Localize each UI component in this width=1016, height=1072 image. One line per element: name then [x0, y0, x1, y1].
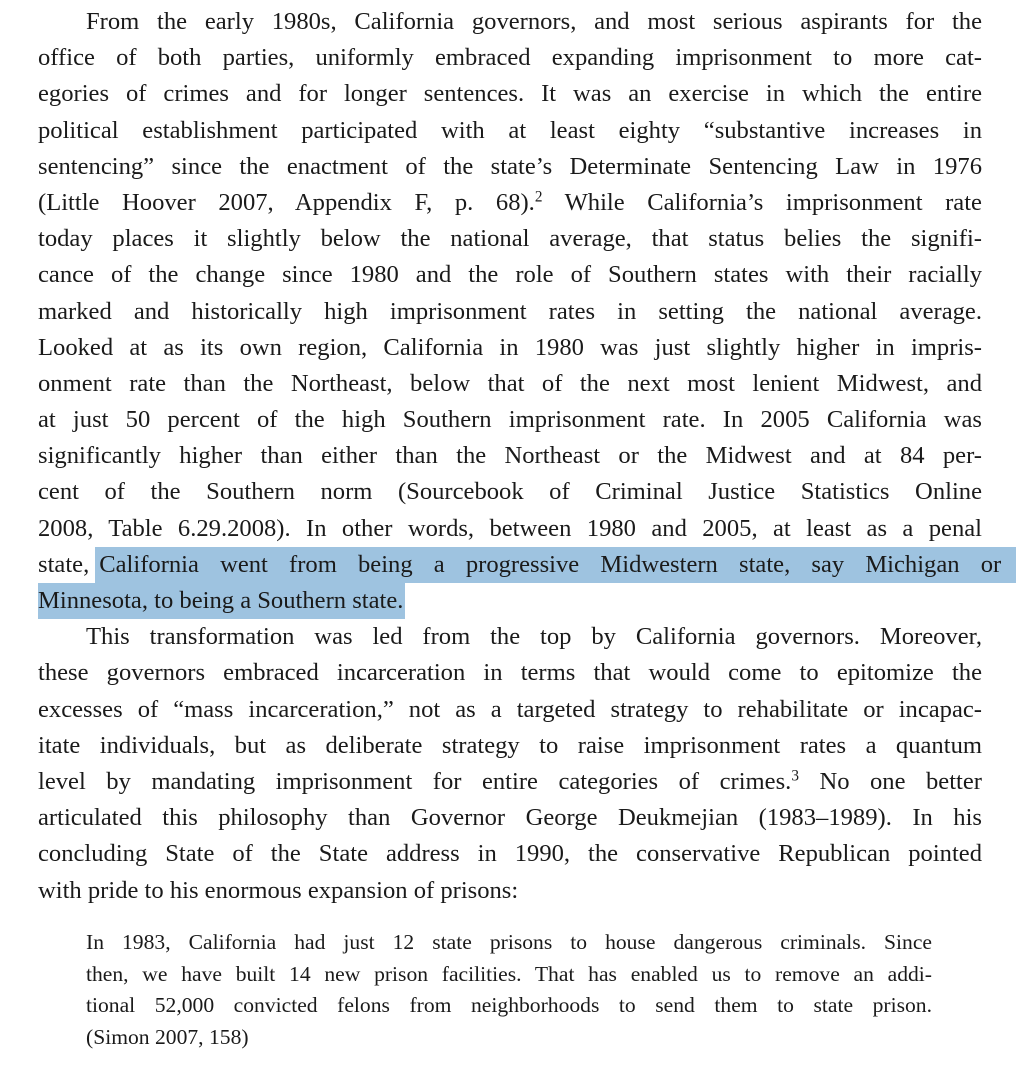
quote-line: tional 52,000 convicted felons from neighborhoods to send them to state prison.	[86, 993, 932, 1018]
text-line: at just 50 percent of the high Southern imprisonment rate. In 2005 California was	[38, 406, 982, 434]
text-line: itate individuals, but as deliberate strategy to raise imprisonment rates a quantum	[38, 731, 982, 759]
text-span: state,	[38, 550, 90, 578]
text-line: egories of crimes and for longer sentences. It was an exercise in which the entire	[38, 80, 982, 108]
document-page	[38, 4, 1002, 909]
text-line: concluding State of the State address in 1990, the conservative Republican pointed	[38, 840, 982, 868]
text-line: Looked at as its own region, California in 1980 was just slightly higher in impris-	[38, 333, 982, 361]
text-span: level by mandating imprisonment for entire categories of crimes.	[38, 767, 792, 795]
paragraph-2	[38, 619, 982, 909]
text-span: (Little Hoover 2007, Appendix F, p. 68).	[38, 188, 535, 216]
text-line: cance of the change since 1980 and the role of Southern states with their racially	[38, 261, 982, 289]
text-line	[38, 764, 982, 800]
text-line: these governors embraced incarceration in terms that would come to epitomize the	[38, 659, 982, 687]
text-line: articulated this philosophy than Governor George Deukmejian (1983–1989). In his	[38, 804, 982, 832]
text-line	[38, 185, 982, 221]
footnote-marker[interactable]: 3	[791, 767, 799, 785]
quote-line: then, we have built 14 new prison facilities. That has enabled us to remove an addi-	[86, 961, 932, 986]
text-line: significantly higher than either than the Northeast or the Midwest and at 84 per-	[38, 442, 982, 470]
text-line: excesses of “mass incarceration,” not as a targeted strategy to rehabilitate or incapac-	[38, 695, 982, 723]
text-line: 2008, Table 6.29.2008). In other words, between 1980 and 2005, at least as a penal	[38, 514, 982, 542]
text-line: From the early 1980s, California governors, and most serious aspirants for the	[86, 8, 982, 35]
text-line: office of both parties, uniformly embraced expanding imprisonment to more cat-	[38, 44, 982, 72]
quote-line: In 1983, California had just 12 state prisons to house dangerous criminals. Since	[86, 930, 932, 954]
footnote-marker[interactable]: 2	[534, 188, 543, 206]
text-span: While California’s imprisonment rate	[564, 188, 982, 216]
text-line: cent of the Southern norm (Sourcebook of Criminal Justice Statistics Online	[38, 478, 982, 506]
text-line: onment rate than the Northeast, below that of the next most lenient Midwest, and	[38, 369, 982, 397]
text-span: No one better	[819, 767, 982, 795]
text-line: marked and historically high imprisonment rates in setting the national average.	[38, 297, 982, 325]
text-line: with pride to his enormous expansion of prisons:	[38, 876, 519, 904]
text-line	[38, 583, 982, 619]
text-line: political establishment participated with at least eighty “substantive increases in	[38, 116, 982, 144]
selected-text-highlight[interactable]	[95, 547, 1016, 583]
paragraph-1	[38, 4, 1002, 619]
quote-citation: (Simon 2007, 158)	[86, 1024, 249, 1049]
text-line: sentencing” since the enactment of the state’s Determinate Sentencing Law in 1976	[38, 152, 982, 180]
selected-text-highlight[interactable]	[38, 583, 405, 619]
selected-text: California went from being a progressive Midwestern state, say Michigan or	[99, 550, 1002, 578]
text-line: This transformation was led from the top by California governors. Moreover,	[86, 623, 982, 651]
text-line: today places it slightly below the national average, that status belies the signifi-	[38, 225, 982, 253]
block-quote	[86, 927, 932, 1053]
selected-text: Minnesota, to being a Southern state.	[38, 587, 404, 614]
text-line	[38, 547, 1002, 583]
